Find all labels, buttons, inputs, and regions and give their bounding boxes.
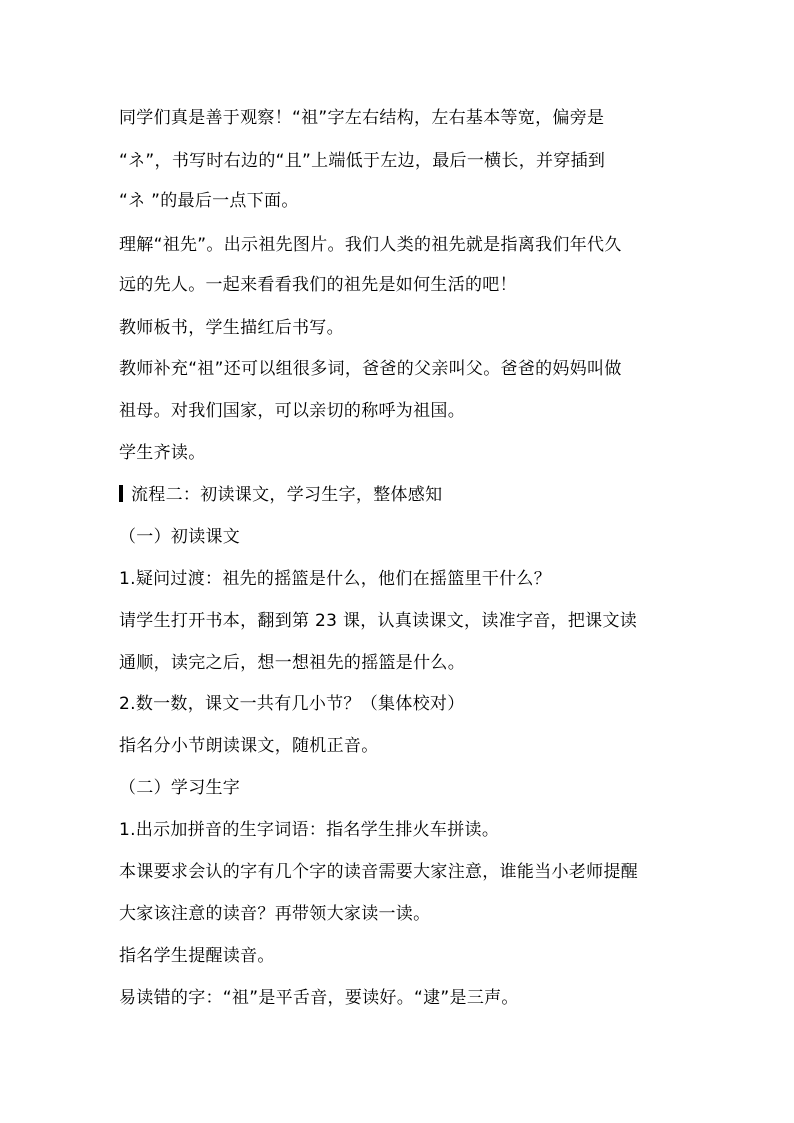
section-heading [119, 484, 679, 506]
paragraph-line: 请学生打开书本，翻到第 23 课，认真读课文，读准字音，把课文读 [119, 611, 638, 631]
subsection-heading: （二）学习生字 [119, 778, 241, 798]
paragraph-line: 2.数一数，课文一共有几小节？（集体校对） [119, 694, 465, 714]
paragraph-line: 通顺，读完之后，想一想祖先的摇篮是什么。 [119, 653, 465, 673]
paragraph-line: 1.疑问过渡：祖先的摇篮是什么，他们在摇篮里干什么？ [119, 569, 552, 589]
paragraph-line: 远的先人。一起来看看我们的祖先是如何生活的吧！ [119, 275, 517, 295]
paragraph-line: “ネ”，书写时右边的“且”上端低于左边，最后一横长，并穿插到 [119, 151, 606, 171]
subsection-heading: （一）初读课文 [119, 527, 241, 547]
paragraph-line: 学生齐读。 [119, 443, 206, 463]
paragraph-line: 教师补充“祖”还可以组很多词，爸爸的父亲叫父。爸爸的妈妈叫做 [119, 359, 622, 379]
paragraph-line: 同学们真是善于观察！“祖”字左右结构，左右基本等宽，偏旁是 [119, 108, 605, 128]
paragraph-line: “ネ ”的最后一点下面。 [119, 191, 299, 211]
paragraph-line: 祖母。对我们国家，可以亲切的称呼为祖国。 [119, 401, 465, 421]
heading-bar-icon [119, 485, 123, 502]
paragraph-line: 1.出示加拼音的生字词语：指名学生排火车拼读。 [119, 820, 500, 840]
paragraph-line: 教师板书，学生描红后书写。 [119, 318, 344, 338]
paragraph-line: 指名分小节朗读课文，随机正音。 [119, 736, 379, 756]
section-heading-text: 流程二：初读课文，学习生字，整体感知 [131, 485, 443, 505]
paragraph-line: 本课要求会认的字有几个字的读音需要大家注意，谁能当小老师提醒 [119, 862, 638, 882]
paragraph-line: 易读错的字：“祖”是平舌音，要读好。“逮”是三声。 [119, 988, 519, 1008]
paragraph-line: 理解“祖先”。出示祖先图片。我们人类的祖先就是指离我们年代久 [119, 235, 622, 255]
paragraph-line: 大家该注意的读音？再带领大家读一读。 [119, 904, 431, 924]
paragraph-line: 指名学生提醒读音。 [119, 946, 275, 966]
